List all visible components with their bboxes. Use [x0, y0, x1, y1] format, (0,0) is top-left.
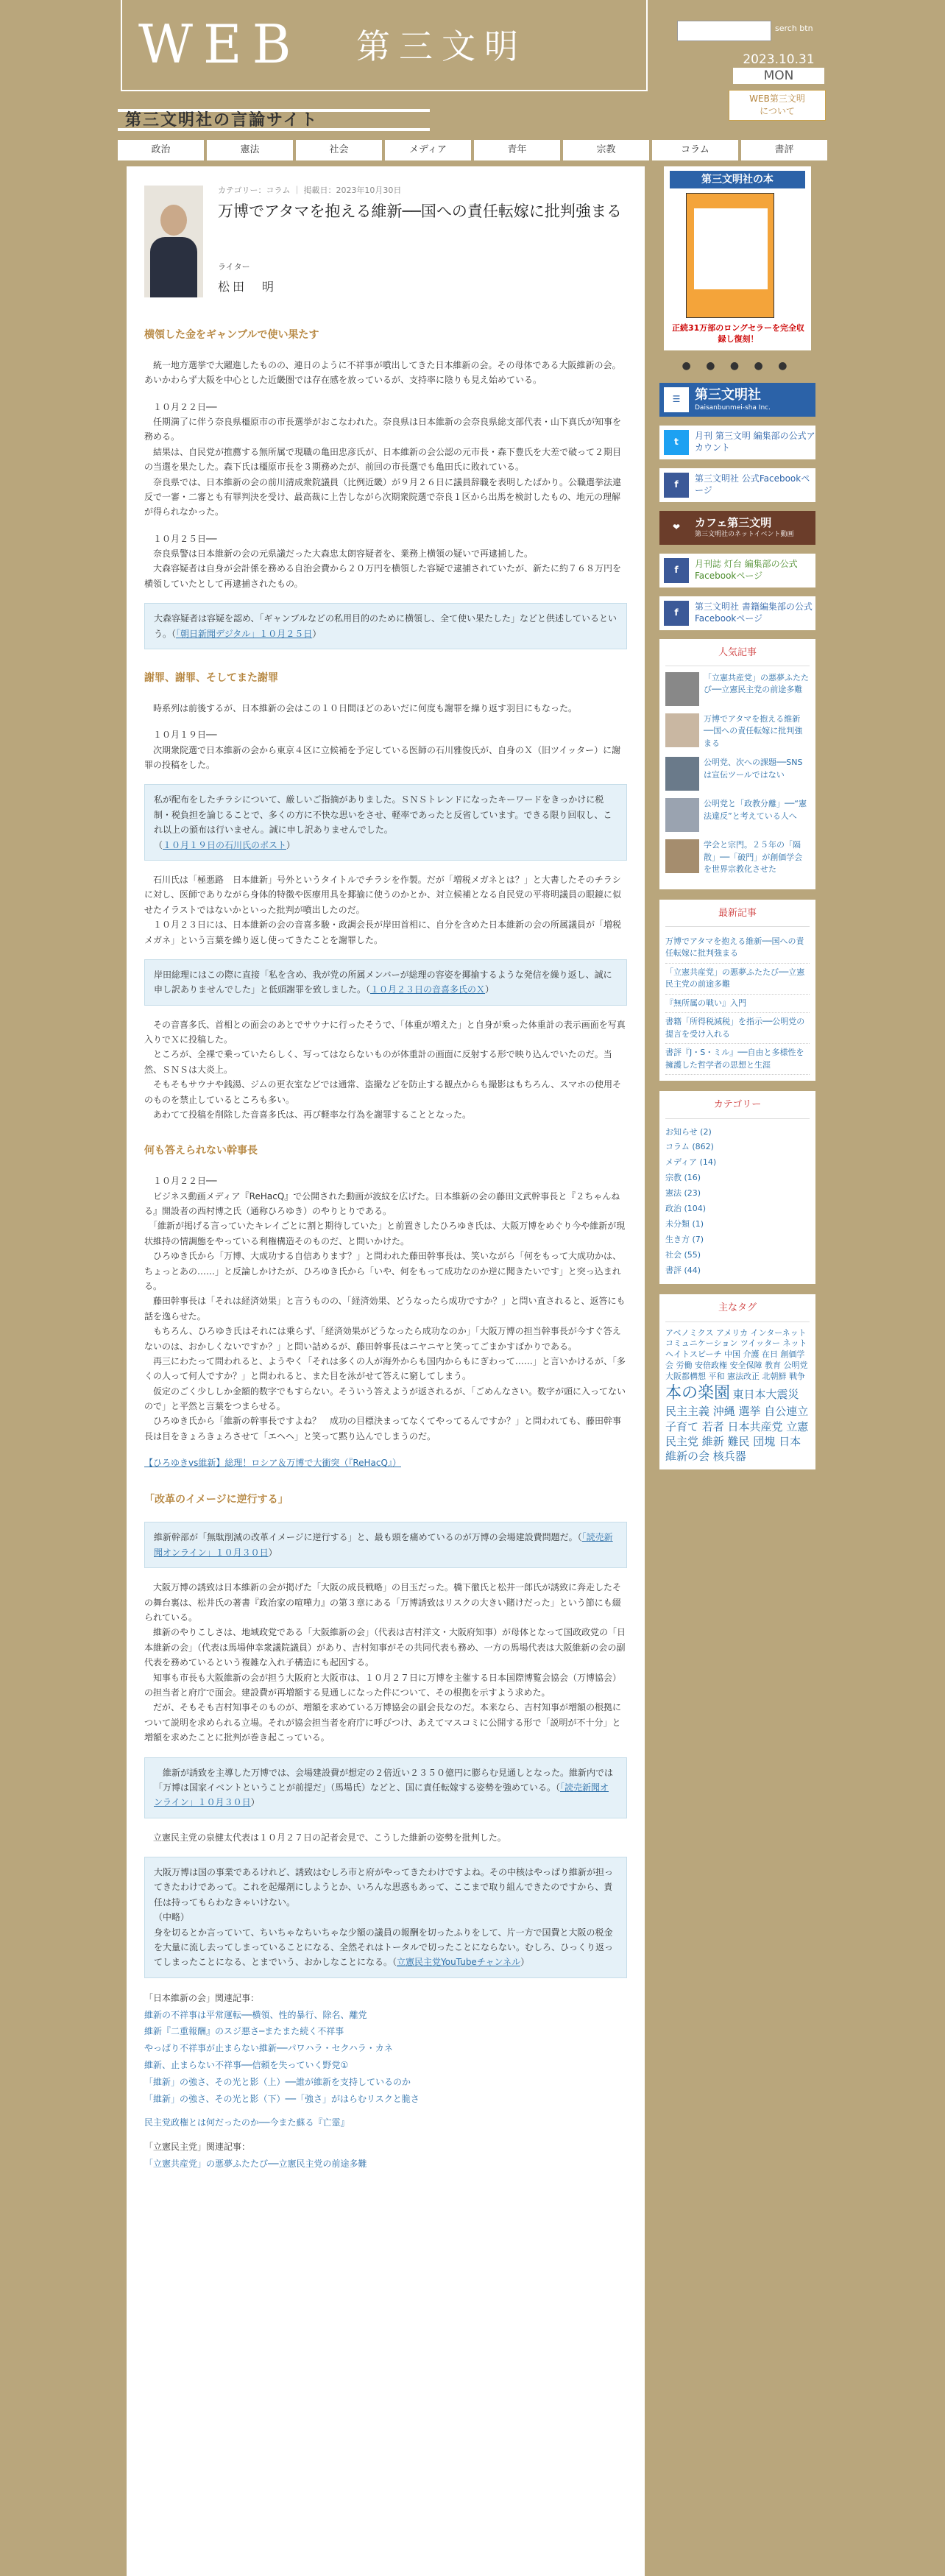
current-date — [733, 52, 824, 84]
nav-society[interactable]: 社会 — [296, 140, 382, 160]
blockquote: 維新幹部が「無駄削減の改革イメージに逆行する」と、最も頭を痛めているのが万博の会場建設費問題だ。（「読売新聞オンライン」１０月３０日） — [144, 1522, 627, 1568]
facebook-banner[interactable]: f 第三文明社 公式Facebookページ — [659, 468, 815, 502]
latest-articles — [659, 900, 815, 1081]
facebook-icon: f — [664, 601, 689, 626]
menu-icon: ☰ — [664, 387, 689, 412]
sidebar — [659, 166, 815, 1480]
date-text: 2023.10.31 — [743, 52, 815, 67]
article-title: 万博でアタマを抱える維新──国への責任転嫁に批判強まる — [218, 202, 622, 220]
book-caption: 正続31万部のロングセラーを完全収録し復刻！ — [671, 323, 805, 345]
category-item[interactable]: 書評 (44) — [665, 1265, 701, 1275]
paragraph: １０月２２日── ビジネス動画メディア『ReHacQ』で公開された動画が波紋を広げた。日本維新の会の藤田文武幹事長と『２ちゃんねる』開設者の西村博之氏（通称ひろゆき）のやりとりである。 「維新が掲げる言っていたキレイごとに割と期待していた」と前置きしたひろゆき氏は、大阪万博をめぐり今や維新が現状維持の情調態をやっている利権構造そのものだ、と問いかけた。 ひろゆき氏から「万博、大成功する自信あります？」と問われた藤田幹事長は、笑いながら「何をもって大成功かは、ちょっとあの……」と反論しかけたが、ひろゆき氏から「いや、何をもって成功なのか逆に聞きたいです」と突っ込まれる。 藤田幹事長は「それは経済効果」と言うものの、「経済効果、どうなったら成功ですか？」と問い直されると、返答にも話を逸らせた。 もちろん、ひろゆき氏はそれには乗らず、「経済効果がどうなったら成功なのか」「大阪万博の担当幹事長が今すぐ答えないのは、おかしくないですか？」と問い詰めるが、藤田幹事長はニヤニヤと笑ってごまかすばかりである。 再三にわたって問われると、ようやく「それは多くの人が海外からも国内からもにぎわって……」と言いかけるが、「多くの人って何人ですか？」と問われると、また目を泳がせて答えに窮してしまう。 仮定のごく少ししか金額的数字でもすらない。そういう答えようが返されるが、「ごめんなさい。数字が頭に入ってないので」と平然と言葉をつまらせる。 ひろゆき氏から「維新の幹事長ですよね？ 成功の目標決まってなくてやってるんですか？」と問われても、藤田幹事長は目をきょろきょろさせて「エヘヘ」と笑って黙り込んでしまうのだ。 — [144, 1176, 626, 1441]
source-link[interactable]: 立憲民主党YouTubeチャンネル — [397, 1957, 521, 1968]
author-name[interactable]: 松田 明 — [218, 280, 277, 294]
related-link[interactable]: 維新『二重報酬』のスジ悪さ─またまた続く不祥事 — [144, 2026, 344, 2037]
related-title: 「日本維新の会」関連記事： — [144, 1992, 260, 2003]
related-title: 「立憲民主党」関連記事： — [144, 2142, 251, 2153]
paragraph: 時系列は前後するが、日本維新の会はこの１０日間ほどのあいだに何度も謝罪を繰り返す羽目にもなった。 — [144, 702, 578, 713]
paragraph: １０月２２日── 任期満了に伴う奈良県橿原市の市長選挙がおこなわれた。奈良県は日本維新の会奈良県総支部代表・山下真氏が知事を務める。 結果は、自民党が推薦する無所属で現職の亀田忠彦氏が、日本維新の会公認の元市長・森下豊氏を大差で破って２期目の当選を果たした。森下氏は橿原市長を３期務めたが、前回の市長選でも亀田氏に敗れている。 奈良県では、日本維新の会の前川清成衆院議員（比例近畿）が９月２６日に議員辞職を表明したばかり。公職選挙法違反で一審・二審とも有罪判決を受け、最高裁に上告しながら次期衆院選で奈良１区から出馬を検討したもの、地元の理解が得られなかった。 — [144, 401, 622, 518]
video-link[interactable]: 【ひろゆきvs維新】総理！ロシア＆万博で大衝突（『ReHacQ』） — [144, 1458, 401, 1469]
popular-item[interactable]: 公明党、次への課題──SNSは宣伝ツールではない — [665, 757, 810, 791]
author-photo — [144, 186, 203, 297]
category-item[interactable]: 政治 (104) — [665, 1204, 707, 1214]
nav-media[interactable]: メディア — [385, 140, 471, 160]
latest-item[interactable]: 「立憲共産党」の悪夢ふたたび──立憲民主党の前途多難 — [665, 964, 810, 995]
nav-column[interactable]: コラム — [652, 140, 738, 160]
blockquote: 岸田総理にはこの際に直接「私を含め、我が党の所属メンバーが総理の容姿を揶揄するような発信を繰り返し、誠に申し訳ありませんでした」と低頭謝罪を致しました。（１０月２３日の音喜多氏のＸ） — [144, 959, 627, 1006]
blockquote: 私が配布をしたチラシについて、厳しいご指摘がありました。ＳＮＳトレンドになったキーワードをきっかけに税制・税負担を論じることで、多くの方に不快な思いをさせ、軽率であったと反省しています。できる限り回収し、これ以上の頒布は行いません。誠に申し訳ありませんでした。 （１０月１９日の石川氏のポスト） — [144, 784, 627, 861]
logo-japanese: 第三文明 — [356, 27, 527, 66]
twitter-banner[interactable]: t 月刊 第三文明 編集部の公式アカウント — [659, 426, 815, 459]
logo-web: WEB — [138, 13, 302, 75]
category-item[interactable]: お知らせ (2) — [665, 1126, 712, 1137]
section-heading: 横領した金をギャンブルで使い果たす — [144, 329, 319, 341]
related-link[interactable]: 民主党政権とは何だったのか──今また蘇る『亡霊』 — [144, 2117, 350, 2128]
related-articles — [144, 1990, 627, 2173]
nav-youth[interactable]: 青年 — [474, 140, 560, 160]
nav-constitution[interactable]: 憲法 — [207, 140, 293, 160]
section-heading: 「改革のイメージに逆行する」 — [144, 1493, 289, 1506]
book-promo[interactable] — [664, 166, 811, 350]
carousel-dots[interactable]: ● ● ● ● ● — [682, 360, 793, 372]
search-button[interactable]: serch btn — [775, 24, 813, 33]
facebook-icon: f — [664, 473, 689, 498]
section-heading: 何も答えられない幹事長 — [144, 1145, 258, 1157]
source-link[interactable]: １０月１９日の石川氏のポスト — [163, 839, 287, 850]
paragraph: 大阪万博の誘致は日本維新の会が掲げた「大阪の成長戦略」の目玉だった。橋下徹氏と松井一郎氏が誘致に奔走したその舞台裏は、松井氏の著書『政治家の喧嘩力』の第３章にある「万博誘致はリスクの大きい賭けだった」という節にも綴られている。 維新のやりこしさは、地域政党である「大阪維新の会」（代表は吉村洋文・大阪府知事）が母体となって国政政党の「日本維新の会」（代表は馬場伸幸衆議院議員）があり、吉村知事がその共同代表も務め、一方の馬場代表は大阪維新の会の副代表を務めているという複雑な入れ子構造にも起因する。 知事も市長も大阪維新の会が担う大阪府と大阪市は、１０月２７日に万博を主催する日本国際博覧会協会（万博協会）の担当者と府庁で面会。建設費が再増額する見通しになった件について、その根拠を示すよう求めた。 だが、そもそも吉村知事そのものが、増額を求めている万博協会の副会長なのだ。本来なら、吉村知事が増額の根拠について説明を求められる立場。それが協会担当者を府庁に呼びつけ、あえてマスコミに公開する形で「説明が不十分」と増額を求めたことに批判が巻き起こっている。 — [144, 1582, 626, 1743]
categories-heading: カテゴリー — [665, 1097, 810, 1118]
popular-item[interactable]: 学会と宗門。２５年の「隔散」──「破門」が創価学会を世界宗教化させた — [665, 839, 810, 876]
category-item[interactable]: コラム (862) — [665, 1142, 714, 1152]
related-link[interactable]: 維新、止まらない不祥事──信頼を失っていく野党① — [144, 2060, 349, 2071]
tag-cloud — [659, 1294, 815, 1469]
publisher-banner[interactable]: ☰ 第三文明社 Daisanbunmei-sha Inc. — [659, 383, 815, 417]
nav-politics[interactable]: 政治 — [118, 140, 204, 160]
source-link[interactable]: １０月２３日の音喜多氏のＸ — [370, 984, 486, 995]
source-link[interactable]: 「読売新聞オンライン」１０月３０日 — [154, 1532, 613, 1558]
related-link[interactable]: 「維新」の強さ、その光と影（下）──「強さ」がはらむリスクと脆さ — [144, 2093, 420, 2104]
book-cover — [686, 193, 774, 318]
section-heading: 謝罪、謝罪、そしてまた謝罪 — [144, 672, 278, 685]
site-logo[interactable] — [121, 0, 648, 91]
popular-item[interactable]: 「立憲共産党」の悪夢ふたたび──立憲民主党の前途多難 — [665, 672, 810, 706]
latest-heading: 最新記事 — [665, 906, 810, 927]
facebook-banner[interactable]: f 月刊誌 灯台 編集部の公式Facebookページ — [659, 554, 815, 587]
article-meta: カテゴリー：コラム ｜ 掲載日：2023年10月30日 — [218, 186, 402, 195]
related-link[interactable]: 維新の不祥事は平常運転──横領、性的暴行、除名、離党 — [144, 2009, 367, 2020]
article-header — [144, 181, 627, 306]
coffee-icon: ❤ — [672, 522, 681, 532]
category-item[interactable]: 社会 (55) — [665, 1249, 701, 1260]
latest-item[interactable]: 『無所属の戦い』入門 — [665, 995, 810, 1014]
paragraph: １０月２５日── 奈良県警は日本維新の会の元県議だった大森忠太朗容疑者を、業務上横領の疑いで再逮捕した。 大森容疑者は自身が会計係を務める自治会費から２０万円を横領した容疑で逮捕されていたが、新たに約７６８万円を横領していたとして再逮捕されたもの。 — [144, 533, 622, 589]
popular-item[interactable]: 公明党と「政教分離」──“憲法違反”と考えている人へ — [665, 798, 810, 832]
popular-heading: 人気記事 — [665, 645, 810, 666]
related-link[interactable]: 「維新」の強さ、その光と影（上）──誰が維新を支持しているのか — [144, 2076, 411, 2087]
blockquote: 大森容疑者は容疑を認め、「ギャンブルなどの私用目的のために横領し、全て使い果たした」などと供述しているという。（「朝日新聞デジタル」１０月２５日） — [144, 603, 627, 649]
related-link[interactable]: 「立憲共産党」の悪夢ふたたび──立憲民主党の前途多難 — [144, 2159, 367, 2169]
paragraph: 立憲民主党の泉健太代表は１０月２７日の記者会見で、こうした維新の姿勢を批判した。 — [144, 1832, 506, 1843]
writer-label: ライター — [218, 262, 250, 272]
source-link[interactable]: 「読売新聞オンライン」１０月３０日 — [154, 1782, 609, 1808]
blockquote: 大阪万博は国の事業であるけれど、誘致はむしろ市と府がやってきたわけですよね。その中核はやっぱり維新が担ってきたわけであって。これを起爆剤にしようとか、いろんな思惑もあって、ここまで取り組んできたのですから、責任は持ってもらわなきゃいけない。 （中略） 身を切るとか言っていて、ちいちゃなちいちゃな少額の議員の報酬を切ったふりをして、片一方で国費と大阪の税金を大量に流し去ってしまっていることになる、全然それはトータルで切ったことにならない。むしろ、ひっくり返ってしまったことになる、とまでいう、おかしなことになる。（立憲民主党YouTubeチャンネル） — [144, 1857, 627, 1978]
main-nav — [118, 140, 827, 160]
article-main — [127, 166, 645, 2576]
category-item[interactable]: 宗教 (16) — [665, 1173, 701, 1183]
latest-item[interactable]: 書籍「所得税減税」を指示──公明党の提言を受け入れる — [665, 1013, 810, 1044]
nav-review[interactable]: 書評 — [741, 140, 827, 160]
site-tagline: 第三文明社の言論サイト — [125, 112, 318, 128]
tags-heading: 主なタグ — [665, 1300, 810, 1321]
latest-item[interactable]: 書評『J・S・ミル』──自由と多様性を擁護した哲学者の思想と生涯 — [665, 1044, 810, 1075]
source-link[interactable]: 「朝日新聞デジタル」１０月２５日 — [176, 628, 313, 639]
tag-list[interactable]: アベノミクス アメリカ インターネット コミュニケーション ツイッター ネット ヘイトスピーチ 中国 介護 在日 創価学会 労働 安倍政権 安全保障 教育 公明党 大阪都構想 平和 憲法改正 北朝鮮 戦争 本の楽園 東日本大震災 民主主義 沖縄 選挙 自公連立 子育て 若者 日本共産党 立憲民主党 維新 難民 団塊 日本維新の会 核兵器 — [665, 1327, 809, 1464]
categories — [659, 1091, 815, 1284]
category-item[interactable]: 憲法 (23) — [665, 1188, 701, 1199]
paragraph: 統一地方選挙で大躍進したものの、連日のように不祥事が噴出してきた日本維新の会。その母体である大阪維新の会。あいかわらず大阪を中心とした近畿圏では存在感を放っているが、支持率に陰りも見え始めている。 — [144, 359, 621, 386]
popular-item[interactable]: 万博でアタマを抱える維新──国への責任転嫁に批判強まる — [665, 713, 810, 750]
latest-item[interactable]: 万博でアタマを抱える維新──国への責任転嫁に批判強まる — [665, 933, 810, 964]
facebook-banner[interactable]: f 第三文明社 書籍編集部の公式Facebookページ — [659, 596, 815, 630]
facebook-icon: f — [664, 558, 689, 583]
category-item[interactable]: 生き方 (7) — [665, 1234, 704, 1244]
related-link[interactable]: やっぱり不祥事が止まらない維新──パワハラ・セクハラ・カネ — [144, 2043, 393, 2054]
search-input[interactable] — [677, 21, 771, 41]
day-of-week: MON — [733, 68, 824, 84]
paragraph: １０月１９日── 次期衆院選で日本維新の会から東京４区に立候補を予定している医師の石川雅俊氏が、自身のＸ（旧ツイッター）に謝罪の投稿をした。 — [144, 730, 621, 771]
book-promo-title: 第三文明社の本 — [670, 171, 805, 188]
about-link[interactable]: WEB第三文明 について — [729, 90, 826, 121]
cafe-banner[interactable]: ❤ カフェ第三文明 第三文明社のネットイベント動画 — [659, 511, 815, 545]
category-item[interactable]: 未分類 (1) — [665, 1218, 704, 1229]
nav-religion[interactable]: 宗教 — [563, 140, 649, 160]
popular-articles — [659, 639, 815, 889]
category-item[interactable]: メディア (14) — [665, 1157, 717, 1168]
paragraph: その音喜多氏、首相との面会のあとでサウナに行ったそうで、「体重が増えた」と自身が乗った体重計の表示画面を写真入りでＸに投稿した。 ところが、全裸で乗っていたらしく、写ってはならないものが体重計の画面に反射する形で映り込んでいたのだ。当然、ＳＮＳは大炎上。 そもそもサウナや銭湯、ジムの更衣室などでは通常、盗撮などを防止する観点からも撮影はもちろん、スマホの使用そのものを禁止しているところも多い。 あわてて投稿を削除した音喜多氏は、再び軽率な行為を謝罪することとなった。 — [144, 1019, 626, 1121]
twitter-icon: t — [664, 430, 689, 455]
blockquote: 維新が誘致を主導した万博では、会場建設費が想定の２倍近い２３５０億円に膨らむ見通しとなった。維新内では「万博は国家イベントということが前提だ」（馬場氏）などと、国に責任転嫁する姿勢を強めている。（「読売新聞オンライン」１０月３０日） — [144, 1757, 627, 1818]
paragraph: 石川氏は「極悪路 日本維新」号外というタイトルでチラシを作製。だが「増税メガネとは？」と大書したそのチラシに対し、医師でありながら身体的特徴や医療用具を揶揄に使うのかとか、対立候補となる自民党の平将明議員の眼鏡に似せたイラストではないかといった批判が噴出したのだ。 １０月２３日には、日本維新の会の音喜多駿・政調会長が岸田首相に、自分を含めた日本維新の会の所属議員が「増税メガネ」という言葉を繰り返し使ってきたことを謝罪した。 — [144, 874, 622, 945]
